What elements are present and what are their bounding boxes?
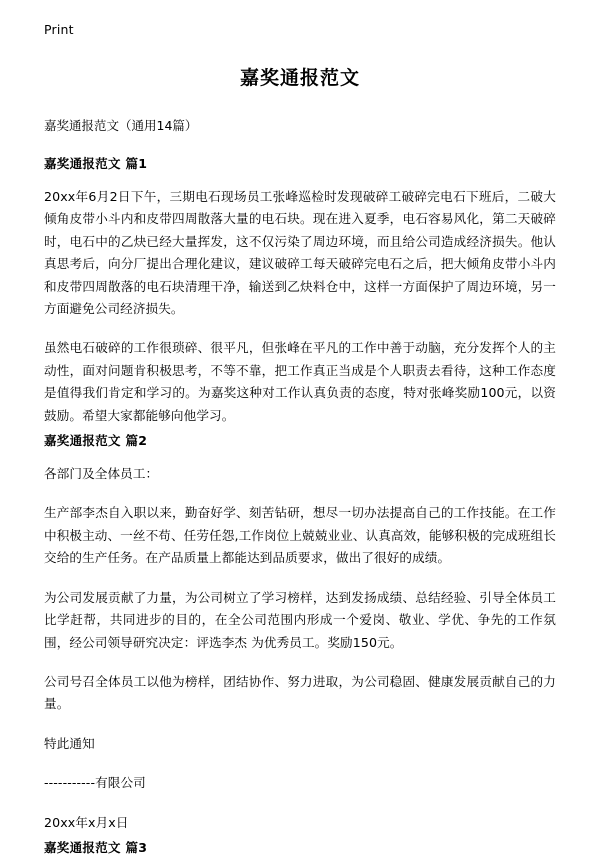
paragraph: -----------有限公司 [44, 775, 146, 791]
document-section-3 [44, 838, 556, 856]
paragraph: 生产部李杰自入职以来，勤奋好学、刻苦钻研，想尽一切办法提高自己的工作技能。在工作中积极主动、一丝不苟、任劳任怨,工作岗位上兢兢业业、认真高效，能够积极的完成班组长交给的生产任务。在产品质量上都能达到品质要求，做出了很好的成绩。 [44, 505, 556, 566]
document-subtitle: 嘉奖通报范文（通用14篇） [44, 118, 198, 133]
section-heading: 嘉奖通报范文 篇3 [44, 839, 148, 855]
section-heading: 嘉奖通报范文 篇2 [44, 433, 148, 449]
paragraph: 各部门及全体员工： [44, 466, 159, 482]
paragraph: 公司号召全体员工以他为榜样，团结协作、努力进取，为公司稳固、健康发展贡献自己的力量。 [44, 673, 556, 712]
section-heading: 嘉奖通报范文 篇1 [44, 156, 148, 171]
paragraph: 为公司发展贡献了力量，为公司树立了学习榜样，达到发扬成绩、总结经验、引导全体员工比学赶帮，共同进步的目的，在全公司范围内形成一个爱岗、敬业、学优、争先的工作氛围，经公司领导研究决定：评选李杰 为优秀员工。奖励150元。 [44, 589, 556, 650]
paragraph: 虽然电石破碎的工作很琐碎、很平凡，但张峰在平凡的工作中善于动脑，充分发挥个人的主动性，面对问题肯积极思考，不等不靠，把工作真正当成是个人职责去看待，这种工作态度是值得我们肯定和学习的。为嘉奖这种对工作认真负责的态度，特对张峰奖励100元，以资鼓励。希望大家都能够向他学习。 [44, 340, 556, 423]
document-section-1 [44, 154, 556, 427]
paragraph: 特此通知 [44, 735, 95, 751]
page-title: 嘉奖通报范文 [239, 67, 360, 89]
print-label[interactable]: Print [44, 22, 74, 37]
paragraph: 20xx年6月2日下午，三期电石现场员工张峰巡检时发现破碎工破碎完电石下班后，二破大倾角皮带小斗内和皮带四周散落大量的电石块。现在进入夏季，电石容易风化，第二天破碎时，电石中的乙炔已经大量挥发，这不仅污染了周边环境，而且给公司造成经济损失。他认真思考后，向分厂提出合理化建议，建议破碎工每天破碎完电石之后，把大倾角皮带小斗内和皮带四周散落的电石块清理干净，输送到乙炔料仓中，这样一方面保护了周边环境，另一方面避免公司经济损失。 [44, 189, 556, 317]
paragraph: 20xx年x月x日 [44, 814, 129, 830]
document-section-2 [44, 431, 556, 834]
